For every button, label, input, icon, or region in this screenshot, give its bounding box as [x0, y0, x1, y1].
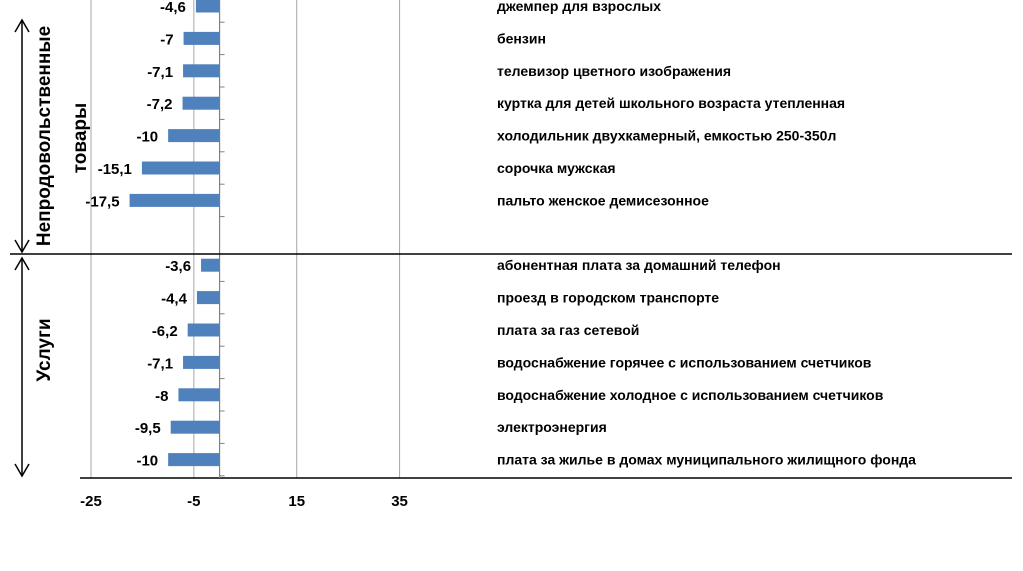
bar — [142, 162, 220, 175]
value-label: -10 — [136, 128, 159, 146]
category-label: джемпер для взрослых — [497, 0, 662, 14]
category-label: телевизор цветного изображения — [497, 62, 732, 79]
bar — [178, 388, 219, 401]
bar — [183, 97, 220, 110]
value-label: -7 — [160, 31, 174, 49]
value-label: -9,5 — [134, 420, 161, 438]
bar — [168, 129, 219, 142]
bar — [183, 64, 220, 77]
category-label: водоснабжение горячее с использованием счетчиков — [497, 354, 872, 371]
bar — [130, 194, 220, 207]
bar — [183, 356, 220, 369]
category-label: куртка для детей школьного возраста утепленная — [497, 95, 846, 112]
group-label: Непродовольственные — [34, 25, 55, 247]
bar — [201, 259, 220, 272]
group-label: Услуги — [34, 318, 55, 382]
gridlines — [91, 0, 400, 478]
value-label: -17,5 — [85, 193, 120, 211]
category-label: плата за газ сетевой — [497, 322, 640, 338]
value-label: -4,4 — [161, 290, 187, 308]
x-tick-label: 15 — [288, 493, 306, 510]
value-label: -6,2 — [151, 323, 178, 340]
group-label: товары — [70, 102, 91, 174]
x-tick-label: -25 — [80, 493, 102, 510]
category-label: холодильник двухкамерный, емкостью 250-350л — [497, 127, 837, 144]
category-label: бензин — [497, 30, 546, 47]
category-label: проезд в городском транспорте — [497, 289, 720, 306]
value-label: -10 — [136, 452, 159, 470]
x-tick-label: 35 — [391, 493, 408, 510]
bar — [197, 291, 220, 304]
value-label: -15,1 — [97, 161, 132, 178]
category-label: абонентная плата за домашний телефон — [497, 257, 781, 274]
bar — [171, 421, 220, 434]
bar — [184, 32, 220, 45]
category-label: водоснабжение холодное с использованием счетчиков — [497, 386, 884, 403]
category-label: сорочка мужская — [497, 160, 616, 176]
bar — [188, 324, 220, 337]
bars — [130, 0, 220, 466]
value-label: -3,6 — [165, 258, 192, 276]
bar — [168, 453, 219, 466]
bar — [196, 0, 220, 13]
value-label: -7,1 — [147, 63, 174, 81]
category-label: пальто женское демисезонное — [497, 192, 709, 209]
value-label: -8 — [155, 387, 169, 405]
category-label: плата за жилье в домах муниципального жилищного фонда — [497, 451, 916, 468]
value-label: -7,2 — [146, 96, 173, 114]
category-label: электроэнергия — [497, 419, 607, 436]
x-tick-label: -5 — [187, 493, 201, 510]
group-brackets — [15, 20, 91, 476]
value-label: -7,1 — [147, 355, 174, 373]
value-label: -4,6 — [160, 0, 186, 16]
